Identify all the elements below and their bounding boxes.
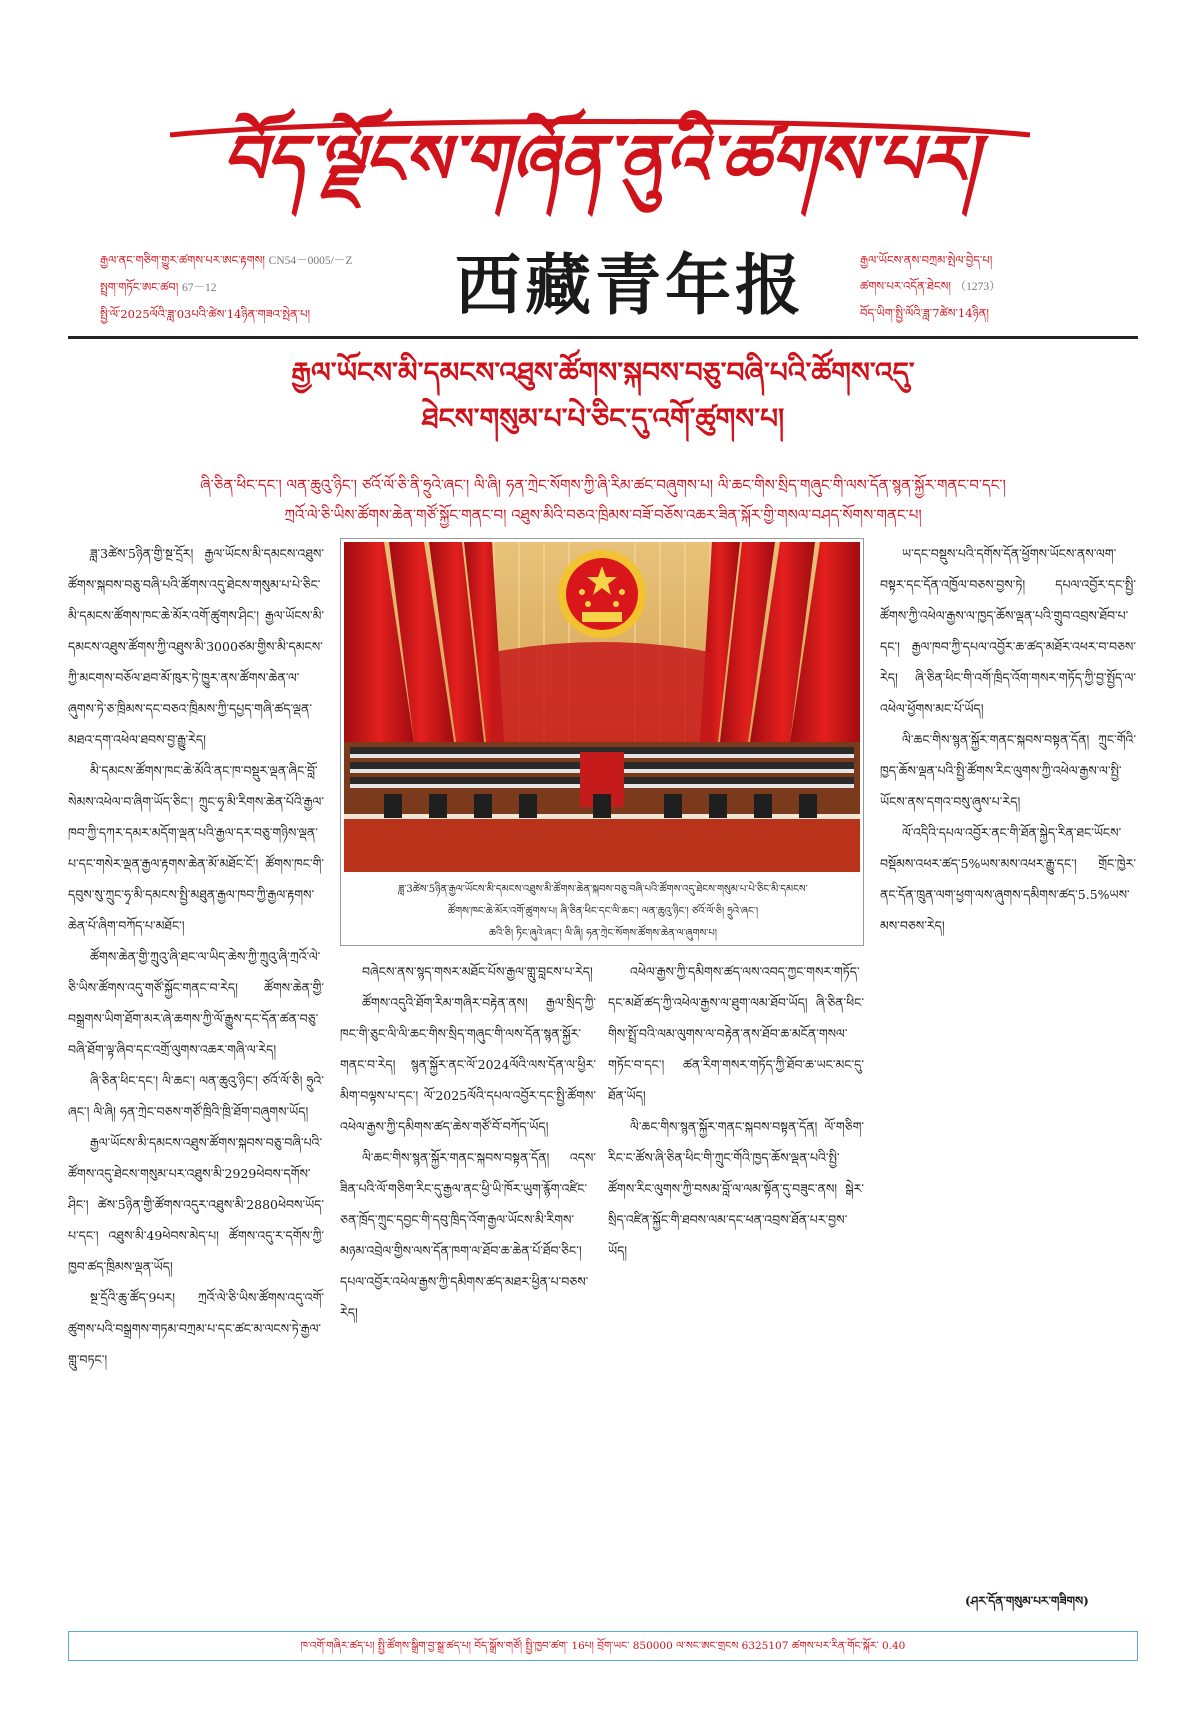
news-photo-box: [340, 538, 864, 946]
headline: [68, 350, 1138, 442]
masthead-rule: [68, 336, 1138, 339]
meta-info-left: རྒྱལ་ནང་གཅིག་གྱུར་ཚགས་པར་ཨང་རྟགས། CN54－0005/－Z སྤྲག་གཏོང་ཨང་ཚབ། 67－12 སྤྱི་ལོ་2025ལོའི་ཟླ་03པའི་ཚེས་14ཉིན་གཟའ་སྤེན་པ།: [100, 253, 353, 321]
continuation-note: (ཤར་དོན་གསུམ་པར་གཟིགས): [965, 1594, 1089, 1608]
headline-line-1: རྒྱལ་ཡོངས་མི་དམངས་འཐུས་ཚོགས་སྐབས་བཅུ་བཞི་པའི་ཚོགས་འདུ་: [291, 356, 915, 389]
article-column-4: ཡ་དང་བསྡུས་པའི་དགོས་དོན་ཕྱོགས་ཡོངས་ནས་ལག་བསྟར་དང་དོན་འཁྱོལ་བཅས་བྱས་ཏེ། དཔལ་འབྱོར་དང་སྤྱི་ཚོགས་ཀྱི་འཕེལ་རྒྱས་ལ་ཁྱད་ཆོས་ལྡན་པའི་གྲུབ་འབྲས་ཐོབ་པ་དང་། རྒྱལ་ཁབ་ཀྱི་དཔལ་འབྱོར་ཆ་ཚད་མཐོར་འཕར་བ་བཅས་རེད། ཞི་ཅིན་ཕིང་གི་འགོ་ཁྲིད་འོག་གསར་གཏོད་ཀྱི་བྱ་སྤྱོད་ལ་འཕེལ་ཕྱོགས་མང་པོ་ཡོད། ལི་ཆང་གིས་སྙན་སྐྱོར་གནང་སྐབས་བསྟན་དོན། ཀྲུང་གོའི་ཁྱད་ཆོས་ལྡན་པའི་སྤྱི་ཚོགས་རིང་ལུགས་ཀྱི་འཕེལ་རྒྱས་ལ་སྤྱི་ཡོངས་ནས་དགའ་བསུ་ཞུས་པ་རེད། ལོ་འདིའི་དཔལ་འབྱོར་ནང་གི་ཐོན་སྐྱེད་རིན་ཐང་ཡོངས་བསྡོམས་འཕར་ཚད་5%ཡས་མས་འཕར་རྒྱུ་དང་། གྲོང་ཁྱེར་ནང་དོན་ཁྲུན་ལག་ཕྱག་ལས་ཞུགས་དམིགས་ཚད་5.5%ཡས་མས་བཅས་རེད།: [880, 546, 1136, 933]
photo-caption: ཟླ་3ཚེས་5ཉིན་རྒྱལ་ཡོངས་མི་དམངས་འཐུས་མི་ཚོགས་ཆེན་སྐབས་བཅུ་བཞི་པའི་ཚོགས་འདུ་ཐེངས་གསུམ་པ་པེ་ཅིང་མི་དམངས་ ཚོགས་ཁང་ཆེ་མོར་འགོ་ཚུགས་པ། ཞི་ཅིན་ཕིང་དང་ལི་ཆང་། ལན་ཆུའུ་ཉིང་། ཙའོ་ལོ་ཅི། ཧྲུའེ་ཞང་། ཆའི་ཅི། ཏིང་ཞུའེ་ཞང་། ལི་ཞི། ཧན་ཀྲེང་སོགས་ཚོགས་ཆེན་ལ་ཞུགས་པ།: [398, 884, 808, 939]
masthead-logo: [150, 95, 1050, 225]
article-column-2: བཞེངས་ནས་སྙད་གསར་མཐོང་པོས་རྒྱལ་གླུ་བླངས་པ་རེད། ཚོགས་འདུའི་ཐོག་རིམ་གཞིར་བརྟེན་ནས། རྒྱལ་སྲིད་ཀྱི་ཁང་གི་ཅུང་ལི་ལི་ཆང་གིས་སྲིད་གཞུང་གི་ལས་དོན་སྙན་སྐྱོར་གནང་བ་རེད། སྙན་སྐྱོར་ནང་ལོ་2024ལོའི་ལས་དོན་ལ་ཕྱིར་མིག་བལྟས་པ་དང་། ལོ་2025ལོའི་དཔལ་འབྱོར་དང་སྤྱི་ཚོགས་འཕེལ་རྒྱས་ཀྱི་དམིགས་ཚད་ཆེས་གཙོ་བོ་བཀོད་ཡོད། ལི་ཆང་གིས་སྙན་སྐྱོར་གནང་སྐབས་བསྟན་དོན། འདས་ཟིན་པའི་ལོ་གཅིག་རིང་དུ་རྒྱལ་ནང་ཕྱི་ཡི་ཁོར་ཡུག་རྙོག་འཛིང་ཅན་ཁྲོད་ཀྲུང་དབྱང་གི་དབུ་ཁྲིད་འོག་རྒྱལ་ཡོངས་མི་རིགས་མཉམ་འབྲེལ་གྱིས་ལས་དོན་ཁག་ལ་ཐོབ་ཆ་ཆེན་པོ་ཐོབ་ཅིང་། དཔལ་འབྱོར་འཕེལ་རྒྱས་ཀྱི་དམིགས་ཚད་མཐར་ཕྱིན་པ་བཅས་རེད།: [340, 964, 596, 1320]
masthead-tibetan-title: བོད་ལྗོངས་གཞོན་ནུའི་ཚགས་པར།: [221, 120, 979, 200]
footer-info-bar: ཁ་འགོ་གཞིར་ཚད་པ། སྤྱི་ཚོགས་སྒྲིག་བྱ་སྒྲ་ཚད་པ། བོད་སྒྲོས་གཙོ། སྤྱི་ཁྱབ་ཚག་ 16པ། བྲོག་ཡང་ 850000 ལ་སང་ཨང་གྲངས 6325107 ཚགས་པར་རིན་གོང་སྐོར་ 0.40: [68, 1631, 1138, 1661]
headline-line-2: ཐེངས་གསུམ་པ་པེ་ཅིང་དུ་འགོ་ཚུགས་པ།: [421, 402, 785, 435]
subhead: [68, 470, 1138, 530]
subhead-line-2: ཀྲའོ་ལེ་ཅི་ཡིས་ཚོགས་ཆེན་གཙོ་སྐྱོང་གནང་བ། འཐུས་མིའི་བཅའ་ཁྲིམས་བཟོ་བཅོས་འཆར་ཟིན་སྐོར་གྱི་གསལ་བཤད་སོགས་གནང་པ།: [284, 506, 922, 524]
congress-hall-photo: [344, 542, 860, 872]
article-column-1: ཟླ་3ཚེས་5ཉིན་གྱི་སྔ་དྲོར། རྒྱལ་ཡོངས་མི་དམངས་འཐུས་ཚོགས་སྐབས་བཅུ་བཞི་པའི་ཚོགས་འདུ་ཐེངས་གསུམ་པ་པེ་ཅིང་མི་དམངས་ཚོགས་ཁང་ཆེ་མོར་འགོ་ཚུགས་ཤིང་། རྒྱལ་ཡོངས་མི་དམངས་འཐུས་ཚོགས་ཀྱི་འཐུས་མི་3000ཙམ་གྱིས་མི་དམངས་ཀྱི་མངགས་བཅོལ་ཐབ་མོ་ཁུར་ཏེ་ཁྱུར་ནས་ཚོགས་ཆེན་ལ་ཞུགས་ཏེ་ཅ་ཁྲིམས་དང་བཅའ་ཁྲིམས་ཀྱི་དཔྱད་གཞི་ཚད་ལྡན་མཐའ་དག་འཕེལ་ཐབས་བྱ་རྒྱུ་རེད། མི་དམངས་ཚོགས་ཁང་ཆེ་མོའི་ནང་ཁ་བསྡུར་ལྡན་ཞིང་བློ་སེམས་འཕེལ་བ་ཞིག་ཡོད་ཅིང་། ཀྲུང་ཧྭ་མི་རིགས་ཆེན་པོའི་རྒྱལ་ཁབ་ཀྱི་དཀར་དམར་མདོག་ལྡན་པའི་རྒྱལ་དར་བཅུ་གཉིས་ལྡན་པ་དང་གསེར་ལྡན་རྒྱལ་རྟགས་ཆེན་མོ་མཐོང་ངོ་། ཚོགས་ཁང་གི་དབུས་སུ་ཀྲུང་ཧྭ་མི་དམངས་སྤྱི་མཐུན་རྒྱལ་ཁབ་ཀྱི་རྒྱལ་རྟགས་ཆེན་པོ་ཞིག་བཀོད་པ་མཐོང་། ཚོགས་ཆེན་གྱི་ཀྲུའུ་ཞི་ཐང་ལ་ཡིད་ཆེས་ཀྱི་ཀྲུའུ་ཞི་ཀྲའོ་ལེ་ཅི་ཡིས་ཚོགས་འདུ་གཙོ་སྐྱོང་གནང་བ་རེད། ཚོགས་ཆེན་གྱི་བསྒྲགས་ཡིག་ཐོག་མར་ཞེ་ཆགས་ཀྱི་ལོ་རྒྱུས་དང་དོན་ཚན་བཅུ་བཞི་ཐོག་ལྟ་ཞིབ་དང་འགྲོ་ལུགས་འཆར་གཞི་ལ་རེད། ཞི་ཅིན་ཕིང་དང་། ལི་ཆང་། ལན་ཆུའུ་ཉིང་། ཙའོ་ལོ་ཅི། ཧྲུའེ་ཞང་། ལི་ཞི། ཧན་ཀྲེང་བཅས་གཙོ་ཁྲིའི་ཁྲི་ཐོག་བཞུགས་ཡོད། རྒྱལ་ཡོངས་མི་དམངས་འཐུས་ཚོགས་སྐབས་བཅུ་བཞི་པའི་ཚོགས་འདུ་ཐེངས་གསུམ་པར་འཐུས་མི་2929ཕེབས་དགོས་ཤིང་། ཚེས་5ཉིན་གྱི་ཚོགས་འདུར་འཐུས་མི་2880ཕེབས་ཡོད་པ་དང་། འཐུས་མི་49ཕེབས་མེད་པ། ཚོགས་འདུ་ར་དགོས་ཀྱི་ཁྱབ་ཚད་ཁྲིམས་ལྡན་ཡོད། སྔ་དྲོའི་ཆུ་ཚོད་9པར། ཀྲའོ་ལེ་ཅི་ཡིས་ཚོགས་འདུ་འགོ་ཚུགས་པའི་བསྒྲགས་གཏམ་བཀྲམ་པ་དང་ཚང་མ་ལངས་ཏེ་རྒྱལ་གླུ་བཏང་།: [68, 546, 324, 1367]
paper-name: 西藏青年报: [455, 246, 805, 324]
subhead-line-1: ཞི་ཅིན་ཕིང་དང་། ལན་ཆུའུ་ཉིང་། ཙའོ་ལོ་ཅི་ནི་ཧྲུའེ་ཞང་། ལི་ཞི། ཧན་ཀྲེང་སོགས་ཀྱི་ཞི་རིམ་ཚང་བཞུགས་པ། ལི་ཆང་གིས་སྲིད་གཞུང་གི་ལས་དོན་སྙན་སྐྱོར་གནང་བ་དང་།: [200, 476, 1006, 494]
article-column-3: འཕེལ་རྒྱས་ཀྱི་དམིགས་ཚད་ལས་འབད་ཀྱང་གསར་གཏོད་དང་མཐོ་ཚད་ཀྱི་འཕེལ་རྒྱས་ལ་ཐུག་ལམ་ཐོབ་ཡོད། ཞི་ཅིན་ཕིང་གིས་སྤྲོ་བའི་ལམ་ལུགས་ལ་བརྟེན་ནས་ཐོབ་ཆ་མངོན་གསལ་གཏོང་བ་དང་། ཚན་རིག་གསར་གཏོད་ཀྱི་ཐོབ་ཆ་ཡང་མང་དུ་ཐོན་ཡོད། ལི་ཆང་གིས་སྙན་སྐྱོར་གནང་སྐབས་བསྟན་དོན། ལོ་གཅིག་རིང་ང་ཚོས་ཞི་ཅིན་ཕིང་གི་ཀྲུང་གོའི་ཁྱད་ཆོས་ལྡན་པའི་སྤྱི་ཚོགས་རིང་ལུགས་ཀྱི་བསམ་བློ་ལ་ལམ་སྟོན་དུ་བཟུང་ནས། སྒེར་སྲིད་འཛིན་སྐྱོང་གི་ཐབས་ལམ་དང་ཕན་འབྲས་ཐོན་པར་བྱས་ཡོད།: [608, 964, 864, 1258]
meta-info-right: རྒྱལ་ཡོངས་ནས་བཀྲམ་སྤེལ་བྱེད་པ། ཚགས་པར་འདོན་ཐེངས། （1273） བོད་ཡིག་སྤྱི་ལོའི་ཟླ་7ཚེས་14ཉིན།: [860, 253, 1001, 320]
